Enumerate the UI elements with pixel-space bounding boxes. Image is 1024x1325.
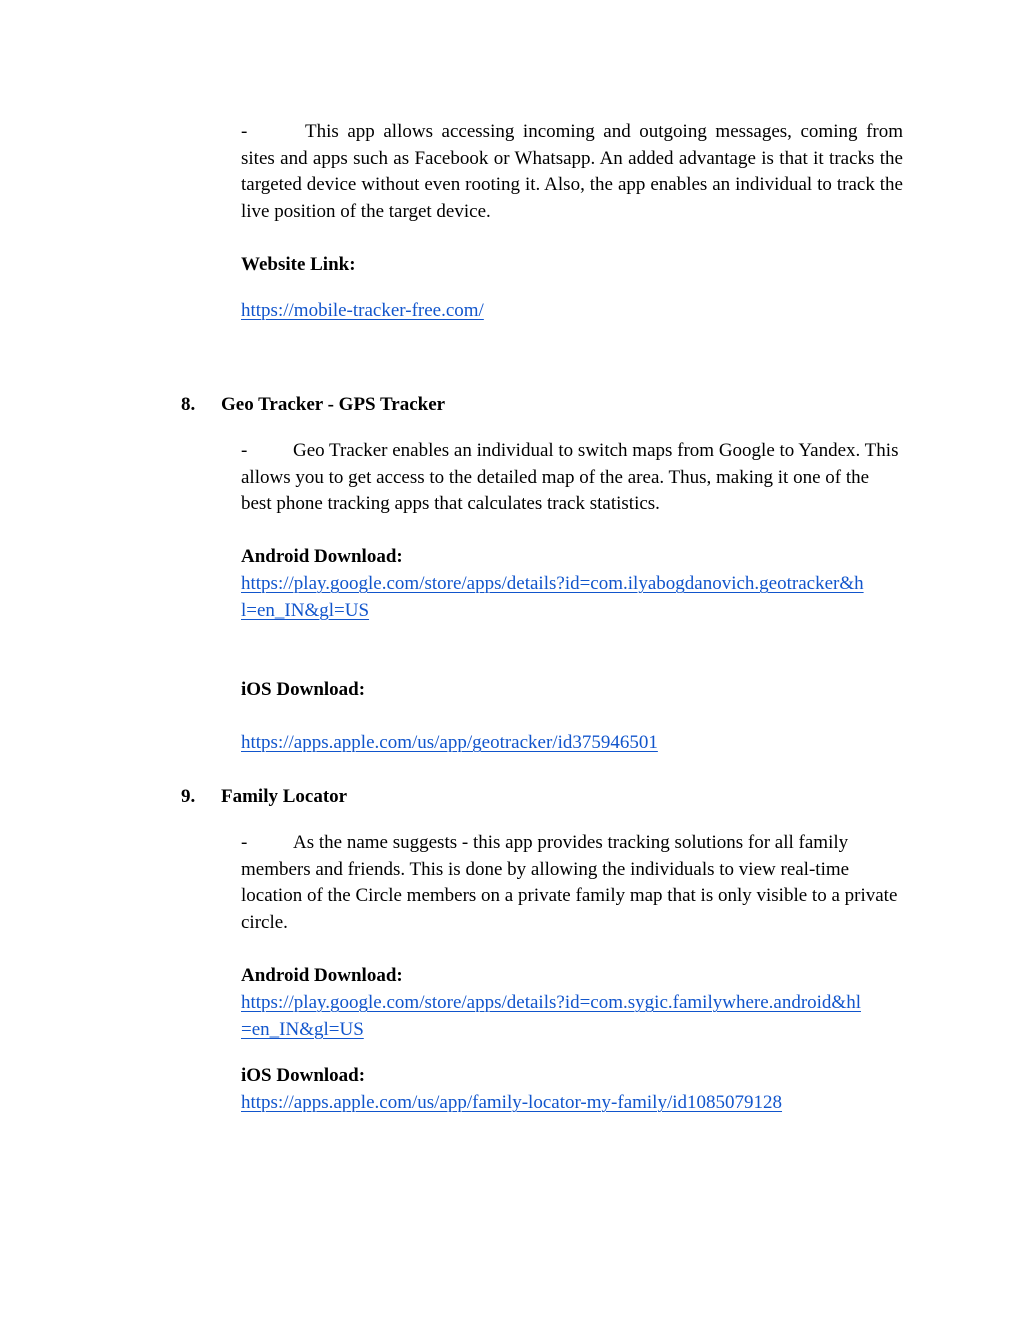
website-link[interactable]: https://mobile-tracker-free.com/ <box>241 300 484 321</box>
section-title: Geo Tracker - GPS Tracker <box>221 394 446 415</box>
description-text: Geo Tracker enables an individual to switch maps from Google to Yandex. This allows you to get access to the detailed map of the area. Thus, making it one of the best phone tracking apps that calculates track statistics. <box>241 440 899 514</box>
website-link-label: Website Link: <box>241 254 356 275</box>
website-link-row <box>241 298 484 325</box>
android-download-link-continued[interactable]: l=en_IN&gl=US <box>241 599 370 621</box>
android-download-label: Android Download: <box>241 965 403 986</box>
list-dash: - <box>241 832 248 853</box>
android-download-link[interactable]: https://play.google.com/store/apps/details?id=com.ilyabogdanovich.geotracker&h <box>241 573 864 594</box>
ios-download-link[interactable]: https://apps.apple.com/us/app/family-locator-my-family/id1085079128 <box>241 1092 783 1113</box>
android-download-link[interactable]: https://play.google.com/store/apps/details?id=com.sygic.familywhere.android&hl <box>241 992 861 1013</box>
ios-download-link-row <box>241 1090 782 1117</box>
app-description-paragraph <box>241 438 903 518</box>
item-number: 8. <box>181 394 196 415</box>
ios-download-label: iOS Download: <box>241 1065 366 1086</box>
list-dash: - <box>241 121 248 142</box>
android-download-label: Android Download: <box>241 546 403 567</box>
ios-download-link-row <box>241 730 658 757</box>
ios-download-label: iOS Download: <box>241 679 366 700</box>
app-description-paragraph <box>241 830 903 936</box>
section-title: Family Locator <box>221 786 348 807</box>
android-download-link-continued[interactable]: =en_IN&gl=US <box>241 1018 364 1040</box>
app-description-paragraph <box>241 119 903 225</box>
android-download-link-block <box>241 990 921 1043</box>
description-text: As the name suggests - this app provides tracking solutions for all family members and friends. This is done by allowing the individuals to view real-time location of the Circle members on a private family map that is only visible to a private circle. <box>241 832 898 933</box>
description-text: This app allows accessing incoming and outgoing messages, coming from sites and apps such as Facebook or Whatsapp. An added advantage is that it tracks the targeted device without even rooting it. Also, the app enables an individual to track the live position of the target device. <box>241 121 903 222</box>
ios-download-link[interactable]: https://apps.apple.com/us/app/geotracker/id375946501 <box>241 732 658 753</box>
list-dash: - <box>241 440 248 461</box>
android-download-link-block <box>241 571 921 624</box>
item-number: 9. <box>181 786 196 807</box>
